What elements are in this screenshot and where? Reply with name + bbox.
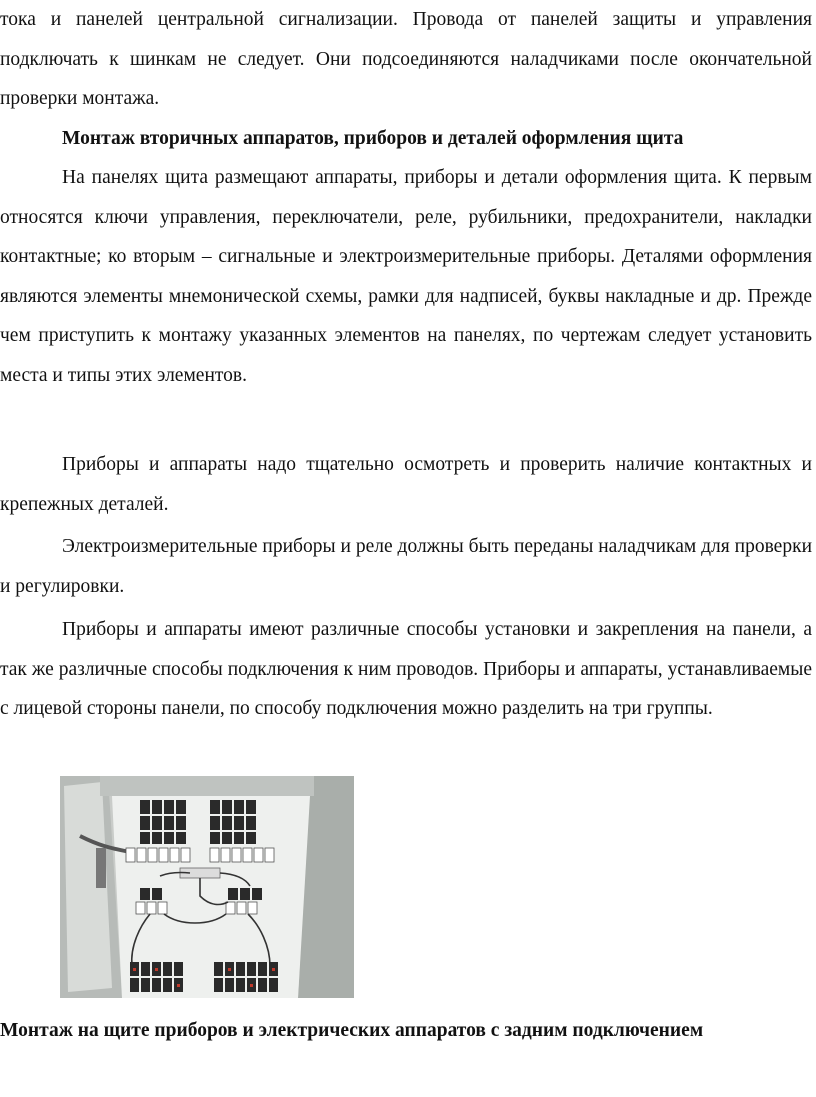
paragraph: Приборы и аппараты надо тщательно осмотреть и проверить наличие контактных и крепежных деталей. [0,454,812,515]
section-heading: Монтаж вторичных аппаратов, приборов и деталей оформления щита [62,128,684,149]
paragraph: На панелях щита размещают аппараты, приборы и детали оформления щита. К первым относятся ключи управления, переключатели, реле, рубильники, предохранители, накладки контактные; ко вторым – сигнальные и электроизмерительные приборы. Деталями оформления являются элементы мнемонической схемы, рамки для надписей, буквы накладные и др. Прежде чем приступить к монтажу указанных элементов на панелях, по чертежам следует установить места и типы этих элементов. [0,167,812,386]
paragraph-continuation: тока и панелей центральной сигнализации. Провода от панелей защиты и управления подключать к шинкам не следует. Они подсоединяются наладчиками после окончательной проверки монтажа. [0,9,812,110]
switchboard-photo [60,776,354,998]
paragraph: Приборы и аппараты имеют различные способы установки и закрепления на панели, а так же различные способы подключения к ним проводов. Приборы и аппараты, устанавливаемые с лицевой стороны панели, по способу подключения можно разделить на три группы. [0,619,812,720]
paragraph: Электроизмерительные приборы и реле должны быть переданы наладчикам для проверки и регулировки. [0,536,812,597]
section-heading: Монтаж на щите приборов и электрических аппаратов с задним подключением [0,1020,704,1041]
switchboard-photo-illustration [60,776,354,998]
